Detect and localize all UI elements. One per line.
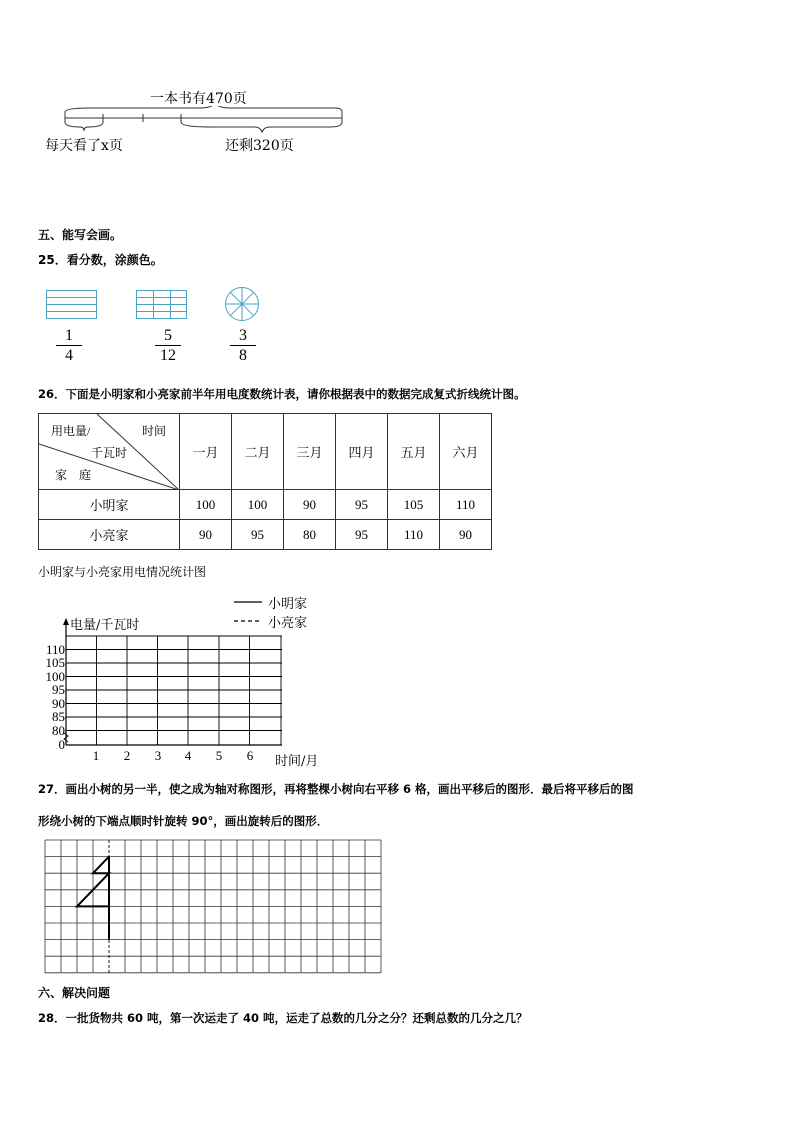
section6-heading: 六、解决问题 <box>38 986 111 1000</box>
q28-text: 28．一批货物共 60 吨，第一次运走了 40 吨，运走了总数的几分之分？还剩总数的几分之几？ <box>38 1011 528 1025</box>
svg-text:95: 95 <box>52 682 65 697</box>
col-header: 一月 <box>180 414 232 490</box>
svg-text:0: 0 <box>58 737 65 752</box>
section5-heading: 五、能写会画。 <box>38 228 123 242</box>
x-axis-label: 时间/月 <box>275 754 319 769</box>
q26-text: 26．下面是小明家和小亮家前半年用电度数统计表，请你根据表中的数据完成复式折线统计图。 <box>38 387 526 401</box>
y-tick: 110 <box>45 642 65 657</box>
tree-grid <box>44 839 384 975</box>
y-axis-label: 电量/千瓦时 <box>70 618 140 633</box>
col-header: 六月 <box>440 414 492 490</box>
svg-text:6: 6 <box>246 748 254 763</box>
svg-text:5: 5 <box>215 748 223 763</box>
fraction-three-eighths: 3 8 <box>228 327 258 364</box>
chart-title: 小明家与小亮家用电情况统计图 <box>38 565 207 579</box>
book-bracket-diagram <box>60 106 350 134</box>
svg-text:90: 90 <box>52 696 65 711</box>
col-header: 三月 <box>284 414 336 490</box>
electricity-usage-table <box>38 413 492 550</box>
svg-text:80: 80 <box>52 723 65 738</box>
col-header: 四月 <box>336 414 388 490</box>
table-row: 小明家 100 100 90 95 105 110 <box>39 490 492 520</box>
legend-label-xiaoming: 小明家 <box>268 597 308 612</box>
q27-text-line2: 形绕小树的下端点顺时针旋转 90°，画出旋转后的图形． <box>38 814 329 828</box>
svg-text:3: 3 <box>154 748 162 763</box>
book-daily-label: 每天看了x页 <box>45 138 123 154</box>
table-row: 小亮家 90 95 80 95 110 90 <box>39 520 492 550</box>
fraction-shape-twelfths <box>136 290 188 320</box>
fraction-five-twelfths: 5 12 <box>153 327 183 364</box>
svg-text:4: 4 <box>184 748 192 763</box>
book-remaining-label: 还剩320页 <box>225 138 294 154</box>
col-header: 二月 <box>232 414 284 490</box>
svg-text:100: 100 <box>45 669 65 684</box>
q25-text: 25．看分数，涂颜色。 <box>38 253 163 267</box>
fraction-one-quarter: 1 4 <box>54 327 84 364</box>
svg-text:85: 85 <box>52 709 65 724</box>
legend-solid-line-icon <box>234 600 264 604</box>
col-header: 五月 <box>388 414 440 490</box>
legend-label-xiaoliang: 小亮家 <box>268 616 308 631</box>
svg-text:2: 2 <box>123 748 131 763</box>
svg-text:105: 105 <box>45 655 65 670</box>
line-chart-grid <box>30 615 320 765</box>
fraction-shape-eighths-circle <box>224 286 260 322</box>
q27-text-line1: 27．画出小树的另一半，使之成为轴对称图形，再将整棵小树向右平移 6 格，画出平移后的图形．最后将平移后的图 <box>38 782 634 796</box>
fraction-shape-quarters <box>46 290 98 320</box>
svg-text:1: 1 <box>92 748 100 763</box>
table-corner-header: 用电量/ 时间 千瓦时 家 庭 <box>39 414 180 490</box>
book-total-label: 一本书有470页 <box>150 91 247 107</box>
